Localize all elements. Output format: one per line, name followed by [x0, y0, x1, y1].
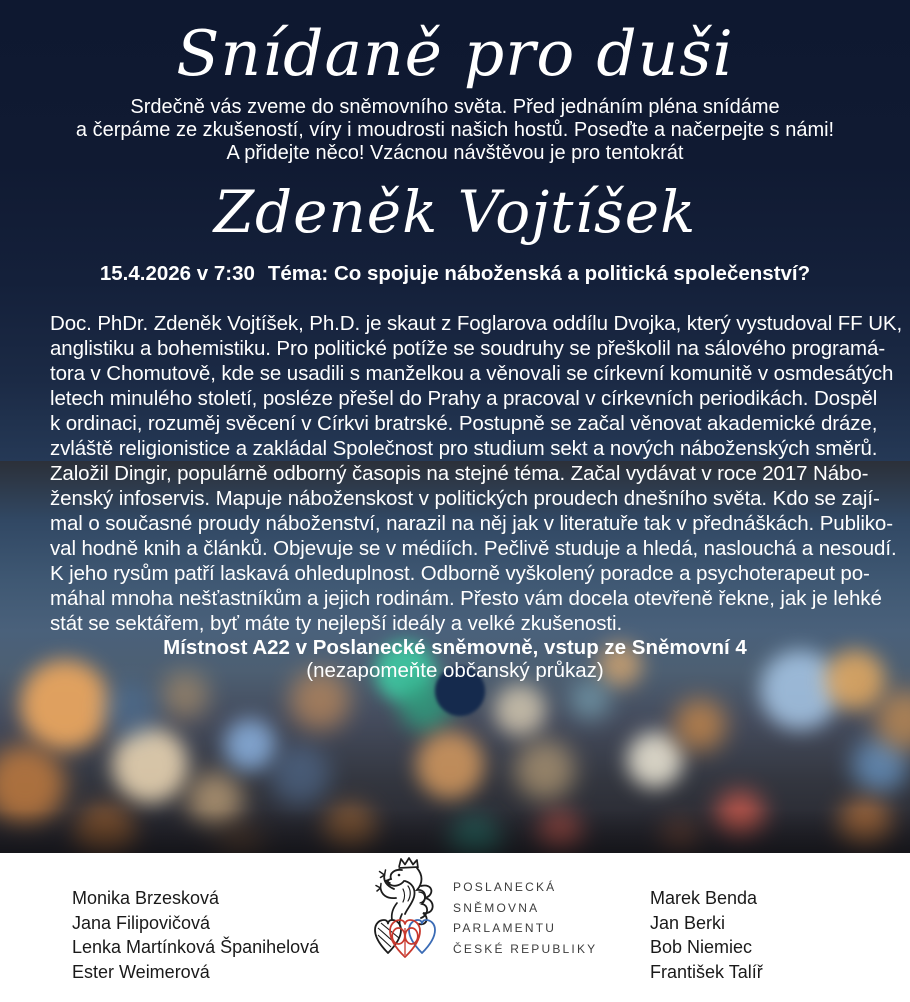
intro-line: A přidejte něco! Vzácnou návštěvou je pro tentokrát: [226, 141, 684, 164]
bokeh-light: [716, 791, 764, 839]
bokeh-light: [627, 732, 683, 788]
parliament-logo-line: SNĚMOVNA: [453, 900, 540, 915]
organizer-name: Monika Brzesková: [72, 888, 220, 908]
event-info: [0, 262, 910, 286]
bio-line: ženský infoservis. Mapuje náboženskost v politických proudech dnešního světa. Kdo se zají-: [50, 487, 880, 510]
intro-line: a čerpáme ze zkušeností, víry i moudrosti našich hostů. Poseďte a načerpejte s námi!: [75, 118, 835, 141]
organizer-name: Marek Benda: [650, 888, 758, 908]
bokeh-light: [112, 727, 188, 803]
organizer-name: Lenka Martínková Španihelová: [72, 937, 320, 957]
bio-line: Doc. PhDr. Zdeněk Vojtíšek, Ph.D. je skaut z Foglarova oddílu Dvojka, který vystudoval FF UK,: [50, 312, 903, 335]
event-date: 15.4.2026 v 7:30: [99, 262, 255, 285]
bokeh-light: [187, 772, 243, 828]
czech-lion-emblem-icon: [372, 856, 438, 960]
bokeh-light: [102, 682, 158, 738]
bio-line: zvláště religionistice a zakládal Společnost pro studium sekt a nových náboženských směrů.: [50, 437, 878, 460]
bokeh-light: [515, 740, 575, 800]
organizer-names-right: [650, 886, 763, 984]
organizer-name: Jana Filipovičová: [72, 912, 211, 933]
parliament-logo-line: POSLANECKÁ: [453, 880, 557, 894]
bokeh-light: [416, 731, 484, 799]
bokeh-light: [494, 684, 546, 736]
parliament-logo-line: PARLAMENTU: [453, 921, 557, 935]
bio-line: K jeho rysům patří laskavá ohleduplnost. Odborně vyškolený poradce a psychoterapeut po-: [50, 562, 870, 585]
location-line: Místnost A22 v Poslanecké sněmovně, vstup ze Sněmovní 4: [163, 636, 747, 659]
bokeh-light: [0, 745, 65, 825]
bokeh-light: [224, 719, 276, 771]
bokeh-light: [839, 799, 891, 851]
bokeh-light: [449, 819, 501, 855]
organizer-names-left: [72, 886, 319, 984]
poster-title: Snídaně pro duši: [176, 17, 734, 90]
bio-line: tora v Chomutově, kde se usadili s manželkou a věnovali se církevní komunitě v osmdesátých: [50, 362, 894, 385]
bokeh-light: [660, 820, 700, 855]
organizer-name: Jan Berki: [650, 912, 726, 933]
bokeh-light: [324, 804, 376, 855]
bokeh-light: [538, 813, 582, 855]
intro-line: Srdečně vás zveme do sněmovního světa. Před jednáním pléna snídáme: [130, 96, 780, 118]
event-topic: Téma: Co spojuje náboženská a politická společenství?: [267, 262, 811, 285]
bokeh-light: [674, 699, 726, 751]
location-note: (nezapomeňte občanský průkaz): [306, 659, 604, 682]
organizer-name: Ester Weimerová: [72, 961, 210, 982]
bokeh-light: [216, 826, 264, 855]
bio-line: stát se sektářem, byť máte ty nejlepší ideály a velké zkušenosti.: [50, 612, 623, 635]
organizer-name: Bob Niemiec: [650, 937, 753, 957]
bokeh-light: [270, 745, 330, 805]
parliament-logo-line: ČESKÉ REPUBLIKY: [453, 941, 598, 956]
parliament-logo: [372, 856, 597, 960]
bio-line: letech minulého století, posléze přešel do Prahy a pracoval v církevních periodikách. Dospěl: [50, 387, 878, 410]
bio-line: máhal mnoha nešťastníkům a jejich rodinám. Přesto vám docela otevřeně řekne, jak je lehké: [50, 587, 882, 610]
bio-line: k ordinaci, rozuměj svěcení v Církvi bratrské. Postupně se začal věnovat akademické dráze,: [50, 412, 878, 435]
bio-line: Založil Dingir, populárně odborný časopis na stejné téma. Začal vydávat v roce 2017 Nábo-: [50, 462, 869, 485]
guest-bio: [50, 311, 903, 636]
bio-line: val hodně knih a článků. Objevuje se v médiích. Pečlivě studuje a hledá, naslouchá a nesoudí.: [50, 537, 897, 560]
bokeh-light: [75, 805, 135, 855]
bokeh-light: [570, 680, 610, 720]
parliament-logo-text: [453, 856, 597, 960]
bio-line: anglistiku a bohemistiku. Pro politické potíže se soudruhy se přeškolil na sálového programá-: [50, 337, 886, 360]
intro-text: [0, 96, 910, 164]
guest-name: Zdeněk Vojtíšek: [213, 178, 697, 246]
footer: [0, 853, 910, 1002]
organizer-name: František Talíř: [650, 961, 763, 982]
bio-line: mal o současné proudy náboženství, narazil na něj jak v literatuře tak v přednáškách. Publiko-: [50, 512, 893, 535]
